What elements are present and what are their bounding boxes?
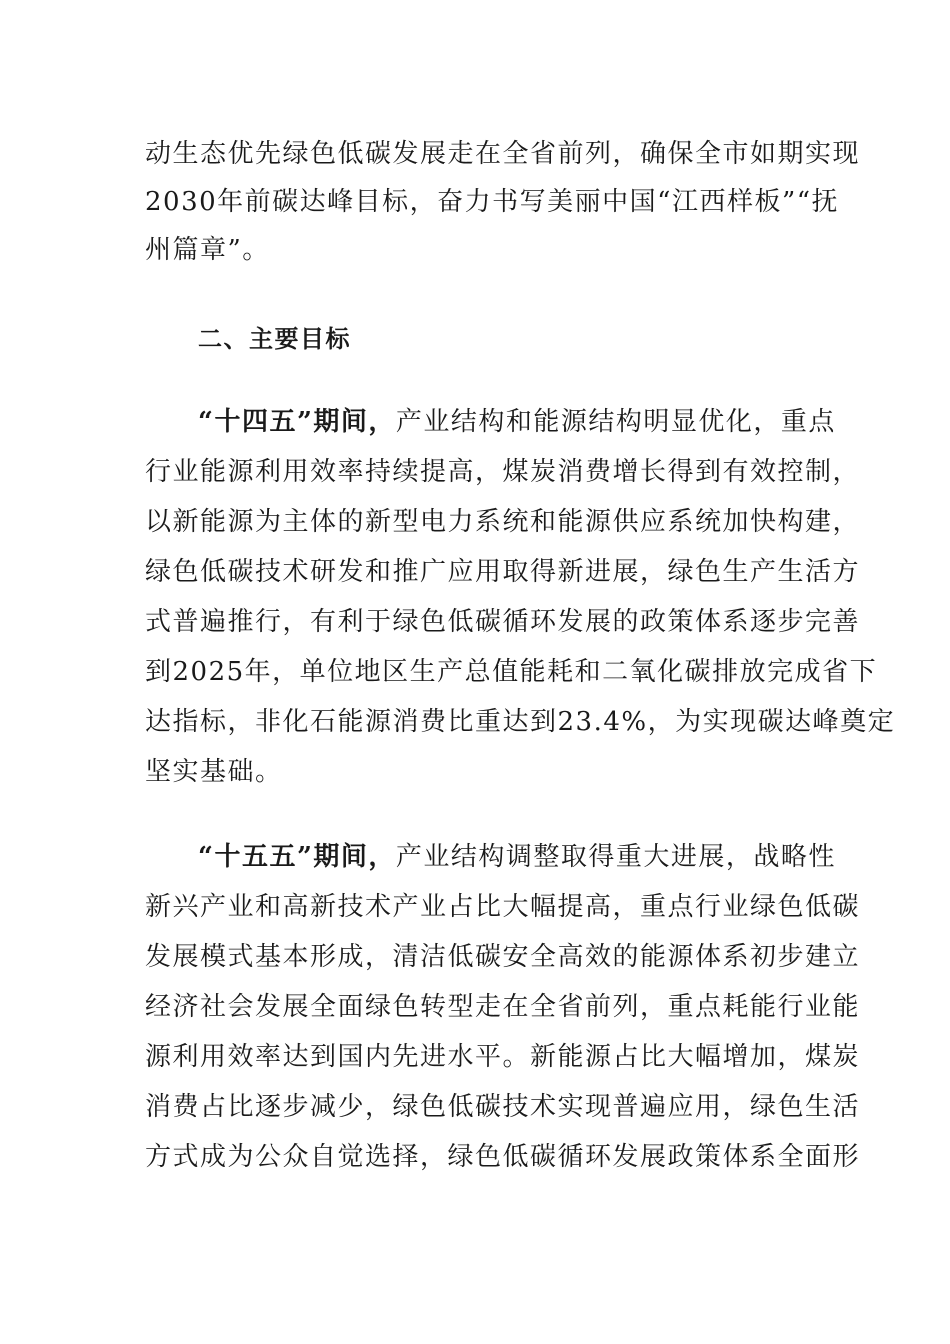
section-heading: 二、主要目标	[198, 325, 351, 353]
intro-line-2: 2030年前碳达峰目标，奋力书写美丽中国“江西样板”“抚	[145, 187, 840, 217]
p15-line-2: 新兴产业和高新技术产业占比大幅提高，重点行业绿色低碳	[145, 892, 861, 922]
p14-line-4: 绿色低碳技术研发和推广应用取得新进展，绿色生产生活方	[145, 557, 861, 587]
p15-line-5: 源利用效率达到国内先进水平。新能源占比大幅增加，煤炭	[145, 1042, 861, 1072]
p15-line-7: 方式成为公众自觉选择，绿色低碳循环发展政策体系全面形	[145, 1142, 861, 1172]
p15-lead: “十五五”期间，	[198, 842, 396, 872]
p14-line-1	[198, 405, 836, 439]
p14-line-3: 以新能源为主体的新型电力系统和能源供应系统加快构建，	[145, 507, 861, 537]
p15-line-6: 消费占比逐步减少，绿色低碳技术实现普遍应用，绿色生活	[145, 1092, 861, 1122]
p14-line-8: 坚实基础。	[145, 757, 283, 787]
p14-line-2: 行业能源利用效率持续提高，煤炭消费增长得到有效控制，	[145, 457, 861, 487]
p15-line-4: 经济社会发展全面绿色转型走在全省前列，重点耗能行业能	[145, 992, 861, 1022]
p14-line-6: 到2025年，单位地区生产总值能耗和二氧化碳排放完成省下	[145, 657, 878, 687]
p14-line-5: 式普遍推行，有利于绿色低碳循环发展的政策体系逐步完善	[145, 607, 861, 637]
intro-line-1: 动生态优先绿色低碳发展走在全省前列，确保全市如期实现	[145, 139, 861, 169]
intro-line-3: 州篇章”。	[145, 235, 270, 265]
p14-lead: “十四五”期间，	[198, 407, 396, 437]
p14-line-1-rest: 产业结构和能源结构明显优化，重点	[395, 407, 836, 437]
p15-line-1	[198, 840, 836, 874]
p15-line-1-rest: 产业结构调整取得重大进展，战略性	[395, 842, 836, 872]
p15-line-3: 发展模式基本形成，清洁低碳安全高效的能源体系初步建立	[145, 942, 861, 972]
p14-line-7: 达指标，非化石能源消费比重达到23.4%，为实现碳达峰奠定	[145, 707, 896, 737]
